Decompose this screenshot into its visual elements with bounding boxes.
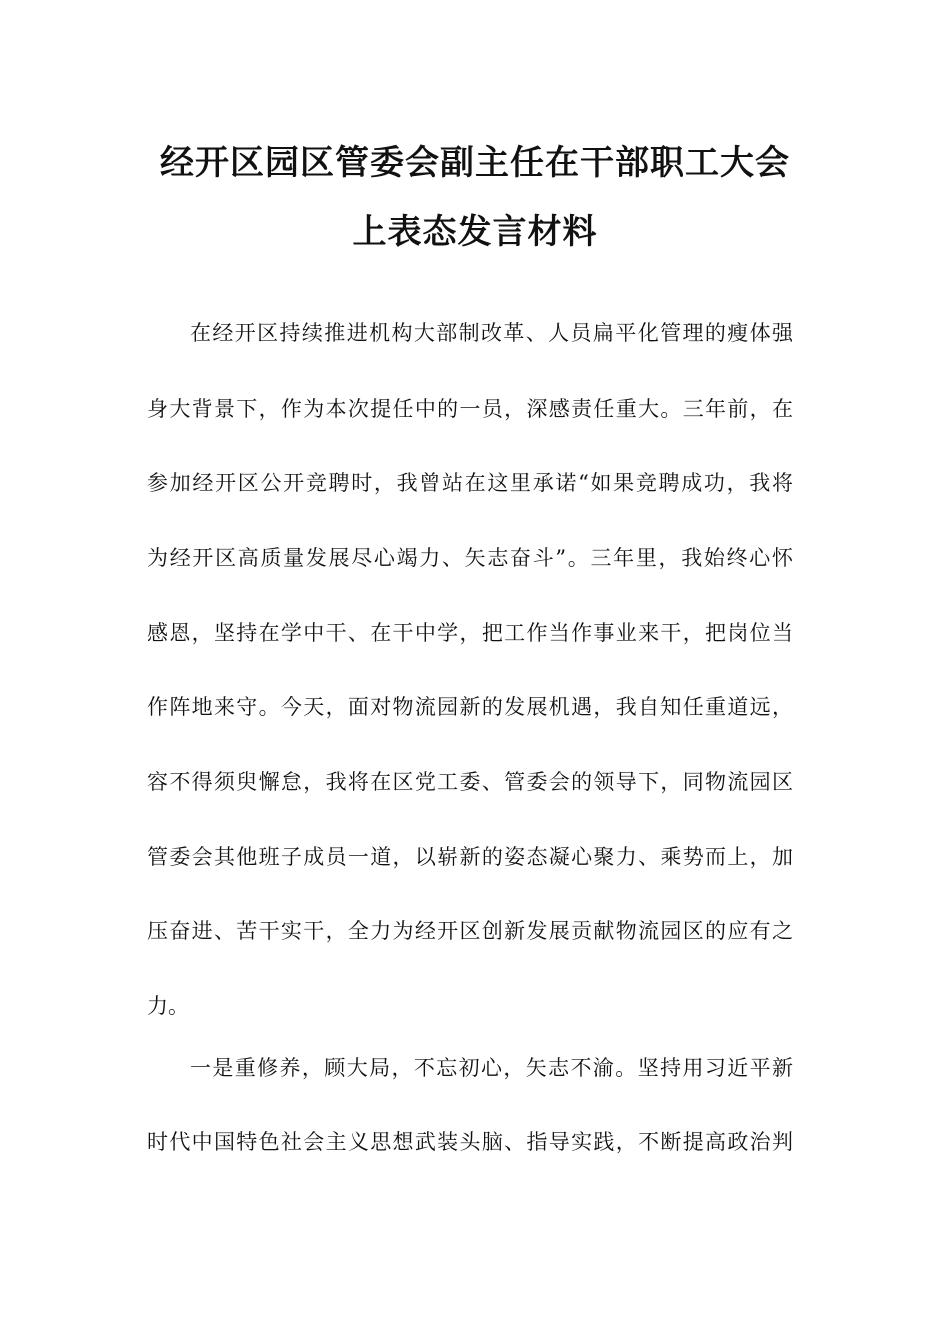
paragraph-1-line-10: 力。 (147, 994, 189, 1018)
paragraph-1-line-9: 压奋进、苦干实干，全力为经开区创新发展贡献物流园区的应有之 (147, 919, 793, 943)
paragraph-2-line-1: 一是重修养，顾大局，不忘初心，矢志不渝。坚持用习近平新 (190, 1056, 793, 1080)
document-title-line-1: 经开区园区管委会副主任在干部职工大会 (160, 143, 790, 183)
paragraph-1-line-7: 容不得须臾懈怠，我将在区党工委、管委会的领导下，同物流园区 (147, 770, 793, 794)
paragraph-1-line-1: 在经开区持续推进机构大部制改革、人员扁平化管理的瘦体强 (190, 321, 793, 345)
paragraph-1-line-2: 身大背景下，作为本次提任中的一员，深感责任重大。三年前，在 (147, 397, 793, 421)
paragraph-2-line-2: 时代中国特色社会主义思想武装头脑、指导实践，不断提高政治判 (147, 1130, 793, 1154)
paragraph-1-line-4: 为经开区高质量发展尽心竭力、矢志奋斗”。三年里，我始终心怀 (147, 546, 793, 570)
paragraph-1-line-5: 感恩，坚持在学中干、在干中学，把工作当作事业来干，把岗位当 (147, 621, 793, 645)
document-title-line-2: 上表态发言材料 (352, 212, 598, 252)
paragraph-1-line-6: 作阵地来守。今天，面对物流园新的发展机遇，我自知任重道远， (147, 695, 793, 719)
paragraph-1-line-8: 管委会其他班子成员一道，以崭新的姿态凝心聚力、乘势而上，加 (147, 845, 793, 869)
paragraph-1-line-3: 参加经开区公开竞聘时，我曾站在这里承诺“如果竞聘成功，我将 (147, 471, 793, 495)
